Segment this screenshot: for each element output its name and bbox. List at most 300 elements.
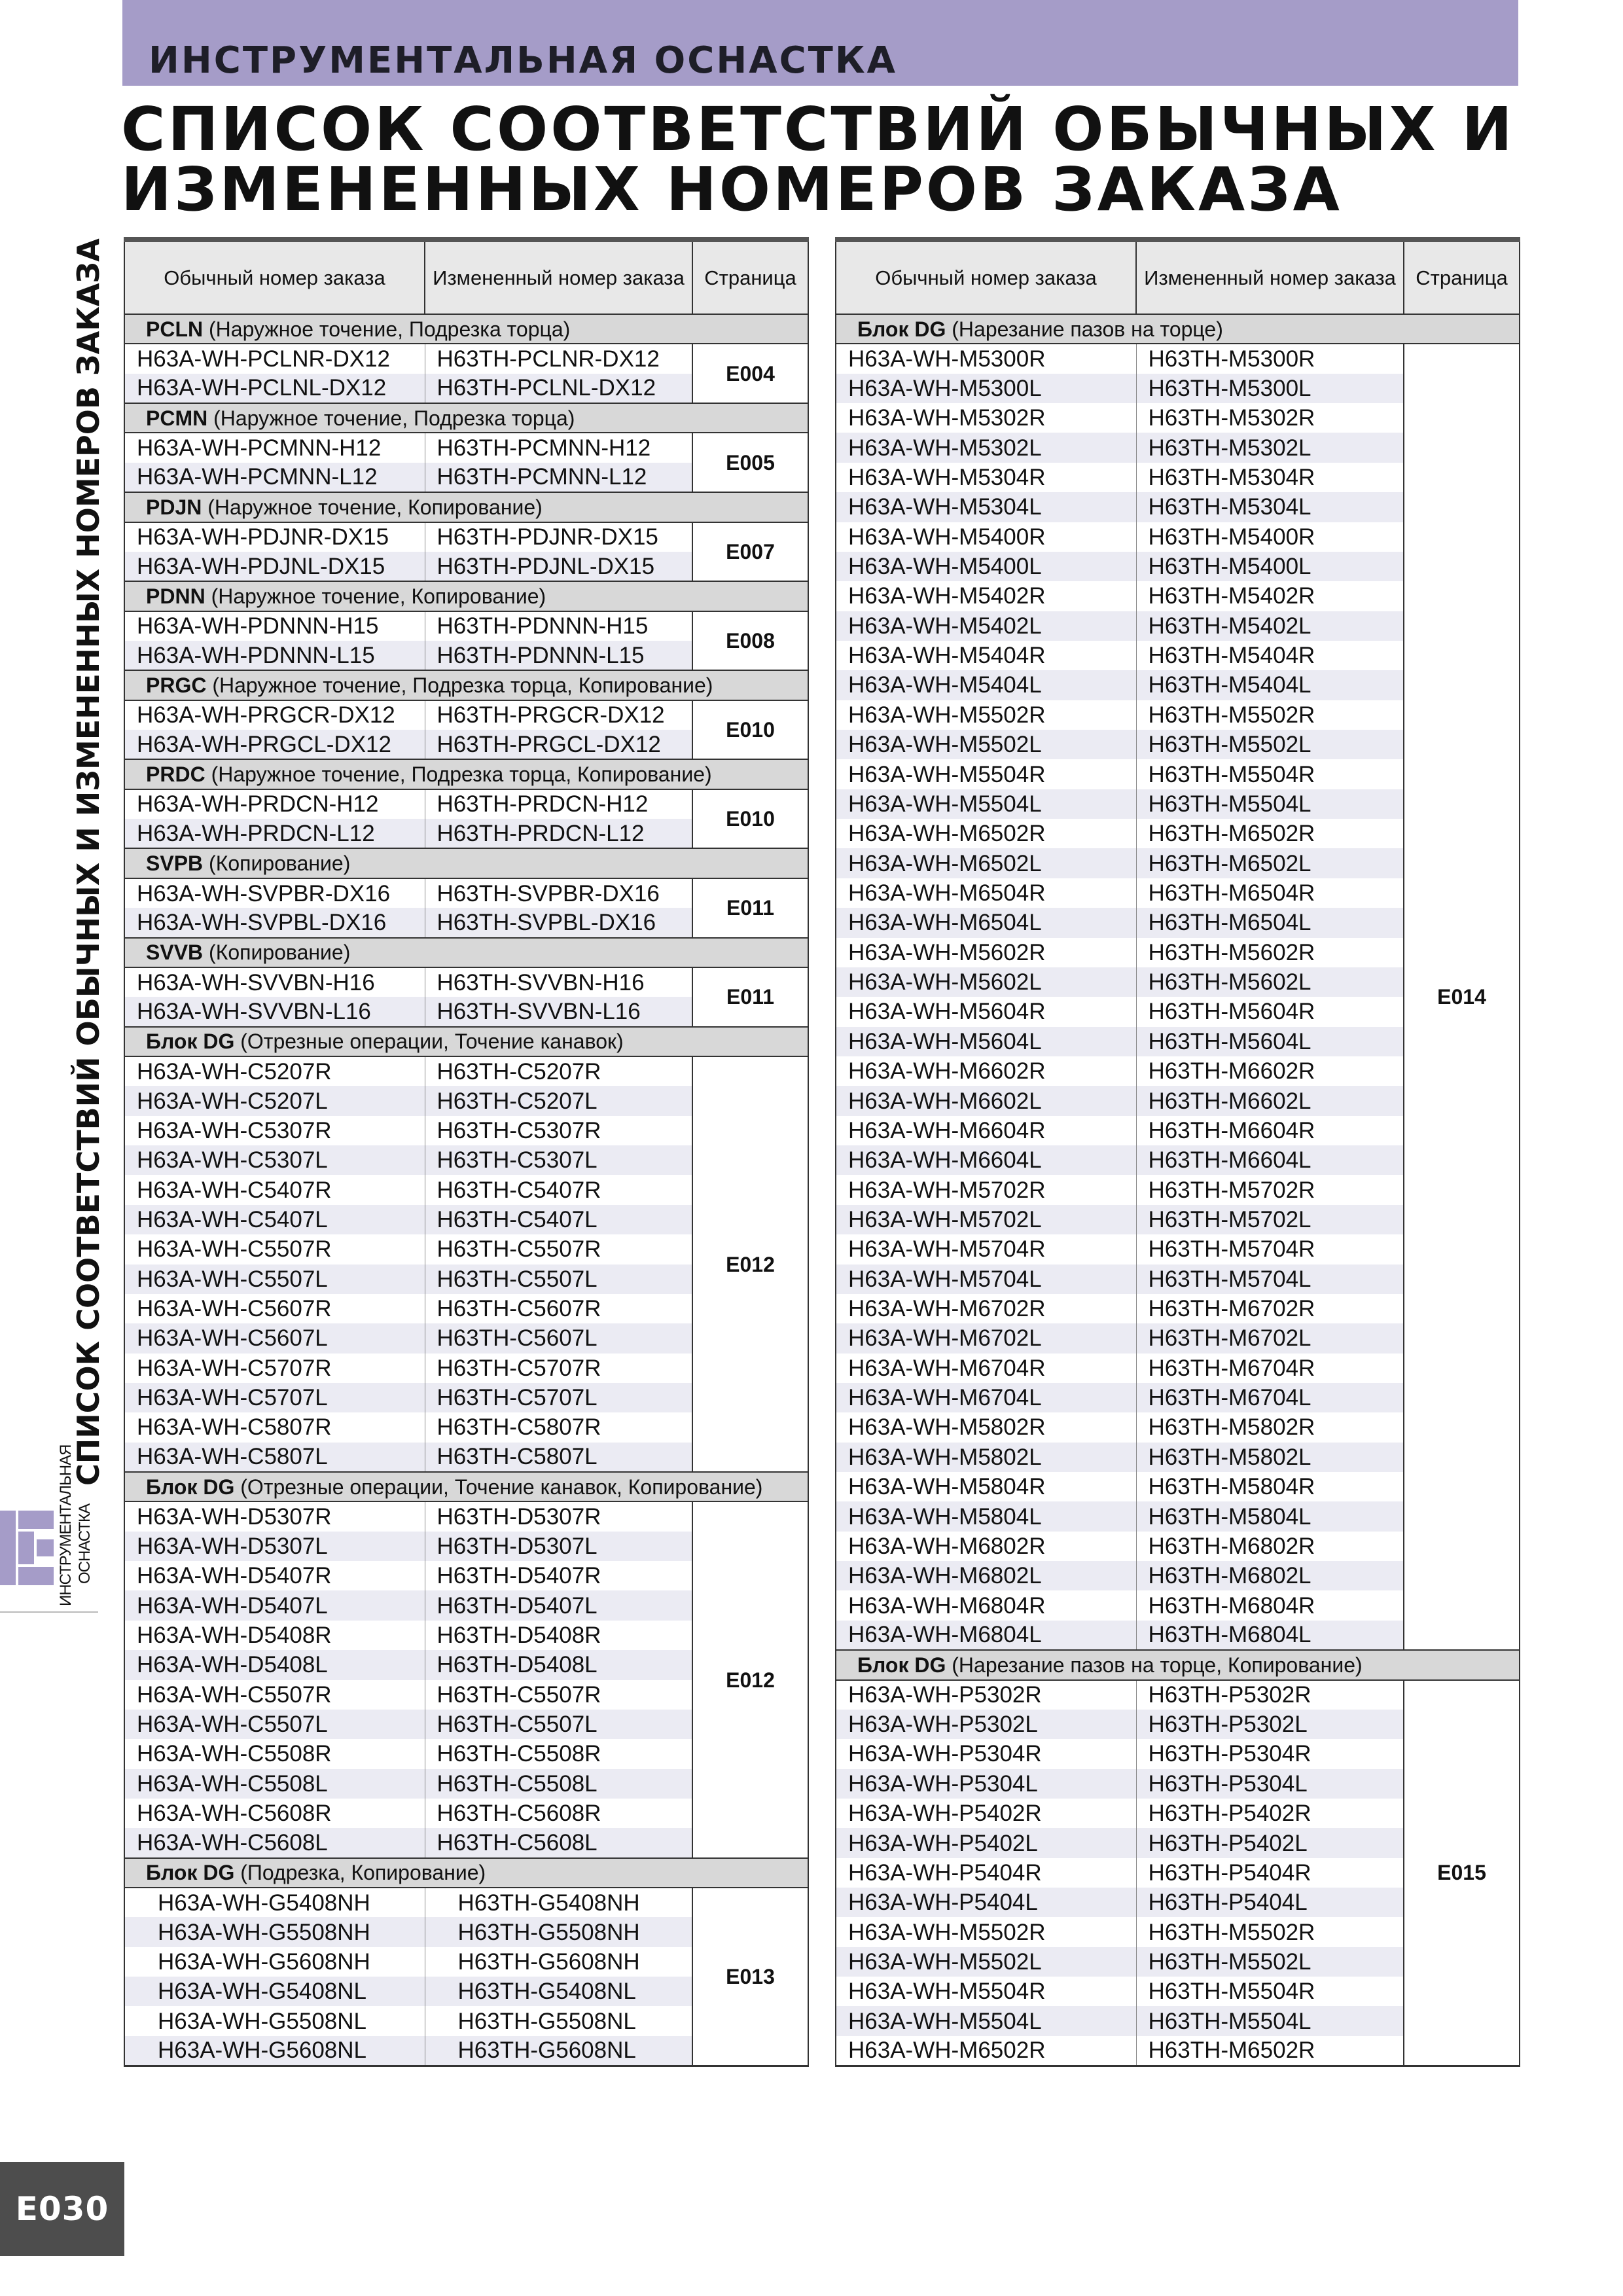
old-order-number: H63A-WH-M5402R xyxy=(836,581,1136,611)
group-code: Блок DG xyxy=(857,317,946,341)
correspondence-table-right xyxy=(835,237,1520,2067)
new-order-number: H63TH-D5407R xyxy=(425,1561,692,1590)
group-description: (Нарезание пазов на торце) xyxy=(952,317,1223,341)
page-title-line-2: ИЗМЕНЕННЫХ НОМЕРОВ ЗАКАЗА xyxy=(121,154,1342,224)
tooling-section-icon xyxy=(0,1511,54,1585)
table-row xyxy=(124,522,808,552)
old-order-number: H63A-WH-M6502R xyxy=(836,819,1136,848)
old-order-number: H63A-WH-P5404R xyxy=(836,1858,1136,1888)
group-code: PCMN xyxy=(146,406,208,430)
old-order-number: H63A-WH-SVVBN-L16 xyxy=(124,997,425,1026)
old-order-number: H63A-WH-M5702L xyxy=(836,1205,1136,1234)
new-order-number: H63TH-M5602L xyxy=(1136,967,1404,997)
new-order-number: H63TH-C5407R xyxy=(425,1175,692,1204)
old-order-number: H63A-WH-C5507R xyxy=(124,1234,425,1264)
group-header-cell xyxy=(124,314,808,344)
new-order-number: H63TH-C5307R xyxy=(425,1116,692,1145)
new-order-number: H63TH-M6702L xyxy=(1136,1323,1404,1353)
old-order-number: H63A-WH-D5408L xyxy=(124,1650,425,1679)
old-order-number: H63A-WH-M5604L xyxy=(836,1027,1136,1056)
old-order-number: H63A-WH-M5502L xyxy=(836,730,1136,759)
group-description: (Наружное точение, Подрезка торца) xyxy=(213,406,575,430)
new-order-number: H63TH-M5400L xyxy=(1136,552,1404,581)
old-order-number: H63A-WH-C5807L xyxy=(124,1443,425,1472)
group-code: SVPB xyxy=(146,852,204,876)
old-order-number: H63A-WH-PDJNR-DX15 xyxy=(124,522,425,552)
old-order-number: H63A-WH-C5807R xyxy=(124,1412,425,1442)
new-order-number: H63TH-P5302L xyxy=(1136,1710,1404,1739)
new-order-number: H63TH-C5207R xyxy=(425,1056,692,1086)
group-header-cell xyxy=(124,1027,808,1056)
new-order-number: H63TH-G5408NL xyxy=(425,1977,692,2006)
old-order-number: H63A-WH-M6502L xyxy=(836,848,1136,878)
table-row xyxy=(124,1056,808,1086)
old-order-number: H63A-WH-M6802R xyxy=(836,1532,1136,1561)
new-order-number: H63TH-D5307R xyxy=(425,1501,692,1531)
table-row xyxy=(124,1501,808,1531)
new-order-number: H63TH-G5408NH xyxy=(425,1888,692,1917)
old-order-number: H63A-WH-M5704R xyxy=(836,1234,1136,1264)
old-order-number: H63A-WH-M5802L xyxy=(836,1443,1136,1472)
group-header-row xyxy=(124,1858,808,1888)
new-order-number: H63TH-PDJNR-DX15 xyxy=(425,522,692,552)
old-order-number: H63A-WH-M5302L xyxy=(836,433,1136,462)
old-order-number: H63A-WH-PRGCR-DX12 xyxy=(124,700,425,730)
old-order-number: H63A-WH-M5502L xyxy=(836,1947,1136,1977)
old-order-number: H63A-WH-D5408R xyxy=(124,1621,425,1650)
new-order-number: H63TH-M6602L xyxy=(1136,1086,1404,1115)
new-order-number: H63TH-C5207L xyxy=(425,1086,692,1115)
old-order-number: H63A-WH-M5704L xyxy=(836,1265,1136,1294)
group-description: (Отрезные операции, Точение канавок, Копирование) xyxy=(240,1475,763,1499)
old-order-number: H63A-WH-M6804R xyxy=(836,1590,1136,1620)
new-order-number: H63TH-M6802L xyxy=(1136,1561,1404,1590)
group-code: PCLN xyxy=(146,317,204,341)
group-header-row xyxy=(836,1650,1520,1679)
old-order-number: H63A-WH-P5404L xyxy=(836,1888,1136,1917)
old-order-number: H63A-WH-M5300R xyxy=(836,344,1136,373)
new-order-number: H63TH-SVPBL-DX16 xyxy=(425,908,692,937)
new-order-number: H63TH-C5407L xyxy=(425,1205,692,1234)
table-row xyxy=(124,1888,808,1917)
new-order-number: H63TH-G5508NL xyxy=(425,2006,692,2036)
new-order-number: H63TH-PDJNL-DX15 xyxy=(425,552,692,581)
new-order-number: H63TH-P5304L xyxy=(1136,1769,1404,1799)
new-order-number: H63TH-M5402R xyxy=(1136,581,1404,611)
side-tab-label: ИНСТРУМЕНТАЛЬНАЯ ОСНАСТКА xyxy=(57,1444,94,1606)
new-order-number: H63TH-M5504R xyxy=(1136,759,1404,789)
new-order-number: H63TH-C5508R xyxy=(425,1739,692,1768)
table-header-row xyxy=(124,240,808,314)
new-order-number: H63TH-M6602R xyxy=(1136,1056,1404,1086)
new-order-number: H63TH-PCLNR-DX12 xyxy=(425,344,692,373)
old-order-number: H63A-WH-C5608R xyxy=(124,1799,425,1828)
group-description: (Отрезные операции, Точение канавок) xyxy=(240,1030,624,1054)
group-code: PRDC xyxy=(146,762,205,787)
page-reference: E015 xyxy=(1404,1680,1520,2066)
old-order-number: H63A-WH-M5502R xyxy=(836,1917,1136,1946)
new-order-number: H63TH-PCLNL-DX12 xyxy=(425,374,692,403)
group-header-cell xyxy=(124,759,808,789)
old-order-number: H63A-WH-SVPBR-DX16 xyxy=(124,878,425,908)
new-order-number: H63TH-PCMNN-H12 xyxy=(425,433,692,462)
group-header-row xyxy=(836,314,1520,344)
new-order-number: H63TH-P5302R xyxy=(1136,1680,1404,1710)
old-order-number: H63A-WH-C5707R xyxy=(124,1354,425,1383)
new-order-number: H63TH-C5507L xyxy=(425,1710,692,1739)
new-order-number: H63TH-P5404R xyxy=(1136,1858,1404,1888)
old-order-number: H63A-WH-C5207R xyxy=(124,1056,425,1086)
old-order-number: H63A-WH-C5508L xyxy=(124,1769,425,1799)
old-order-number: H63A-WH-M5304R xyxy=(836,463,1136,492)
new-order-number: H63TH-M5504L xyxy=(1136,789,1404,819)
table-row xyxy=(124,700,808,730)
group-header-cell xyxy=(124,492,808,522)
new-order-number: H63TH-M5504L xyxy=(1136,2006,1404,2036)
new-order-number: H63TH-M5300L xyxy=(1136,374,1404,403)
new-order-number: H63TH-P5304R xyxy=(1136,1739,1404,1768)
group-header-row xyxy=(124,1472,808,1501)
new-order-number: H63TH-D5307L xyxy=(425,1532,692,1561)
page-reference: E008 xyxy=(692,611,808,671)
new-order-number: H63TH-M5804L xyxy=(1136,1501,1404,1531)
old-order-number: H63A-WH-PDNNN-L15 xyxy=(124,641,425,670)
new-order-number: H63TH-M5504R xyxy=(1136,1977,1404,2006)
old-order-number: H63A-WH-M5802R xyxy=(836,1412,1136,1442)
new-order-number: H63TH-M5502L xyxy=(1136,730,1404,759)
old-order-number: H63A-WH-C5607R xyxy=(124,1294,425,1323)
new-order-number: H63TH-P5404L xyxy=(1136,1888,1404,1917)
new-order-number: H63TH-M6704R xyxy=(1136,1354,1404,1383)
old-order-number: H63A-WH-C5407L xyxy=(124,1205,425,1234)
new-order-number: H63TH-C5507R xyxy=(425,1680,692,1710)
group-description: (Наружное точение, Копирование) xyxy=(211,584,546,608)
new-order-number: H63TH-M5704L xyxy=(1136,1265,1404,1294)
group-description: (Наружное точение, Подрезка торца) xyxy=(209,317,571,341)
new-order-number: H63TH-M5604R xyxy=(1136,997,1404,1026)
column-header-old: Обычный номер заказа xyxy=(124,240,425,314)
group-description: (Подрезка, Копирование) xyxy=(240,1861,486,1885)
old-order-number: H63A-WH-M5402L xyxy=(836,611,1136,641)
group-description: (Наружное точение, Подрезка торца, Копирование) xyxy=(212,673,713,697)
new-order-number: H63TH-M5302L xyxy=(1136,433,1404,462)
old-order-number: H63A-WH-PRDCN-L12 xyxy=(124,819,425,848)
group-header-row xyxy=(124,1027,808,1056)
page-reference: E014 xyxy=(1404,344,1520,1650)
new-order-number: H63TH-C5607L xyxy=(425,1323,692,1353)
table-row xyxy=(124,878,808,908)
old-order-number: H63A-WH-M6504L xyxy=(836,908,1136,937)
group-header-row xyxy=(124,670,808,700)
new-order-number: H63TH-C5307L xyxy=(425,1145,692,1175)
new-order-number: H63TH-M5604L xyxy=(1136,1027,1404,1056)
new-order-number: H63TH-PRGCR-DX12 xyxy=(425,700,692,730)
page-title-line-1: СПИСОК СООТВЕТСТВИЙ ОБЫЧНЫХ И xyxy=(121,94,1515,164)
old-order-number: H63A-WH-M5502R xyxy=(836,700,1136,730)
group-header-cell xyxy=(124,403,808,433)
old-order-number: H63A-WH-M5400R xyxy=(836,522,1136,552)
old-order-number: H63A-WH-M6502R xyxy=(836,2036,1136,2066)
old-order-number: H63A-WH-G5408NH xyxy=(124,1888,425,1917)
new-order-number: H63TH-M6504L xyxy=(1136,908,1404,937)
old-order-number: H63A-WH-M5404R xyxy=(836,641,1136,670)
old-order-number: H63A-WH-M6602L xyxy=(836,1086,1136,1115)
group-header-row xyxy=(124,403,808,433)
group-description: (Наружное точение, Копирование) xyxy=(207,495,543,519)
new-order-number: H63TH-M5502L xyxy=(1136,1947,1404,1977)
new-order-number: H63TH-C5608R xyxy=(425,1799,692,1828)
new-order-number: H63TH-C5508L xyxy=(425,1769,692,1799)
old-order-number: H63A-WH-PDNNN-H15 xyxy=(124,611,425,641)
old-order-number: H63A-WH-M6802L xyxy=(836,1561,1136,1590)
column-header-old: Обычный номер заказа xyxy=(836,240,1136,314)
new-order-number: H63TH-M5400R xyxy=(1136,522,1404,552)
old-order-number: H63A-WH-P5304L xyxy=(836,1769,1136,1799)
old-order-number: H63A-WH-M5504L xyxy=(836,789,1136,819)
group-code: Блок DG xyxy=(146,1475,235,1499)
new-order-number: H63TH-M5300R xyxy=(1136,344,1404,373)
group-header-cell xyxy=(124,670,808,700)
group-description: (Копирование) xyxy=(209,852,351,876)
column-header-page: Страница xyxy=(1404,240,1520,314)
old-order-number: H63A-WH-M6704L xyxy=(836,1383,1136,1412)
group-header-cell xyxy=(124,1472,808,1501)
new-order-number: H63TH-C5707L xyxy=(425,1383,692,1412)
group-description: (Копирование) xyxy=(209,941,351,965)
group-header-row xyxy=(124,314,808,344)
new-order-number: H63TH-C5608L xyxy=(425,1828,692,1857)
group-header-row xyxy=(124,759,808,789)
section-side-tab xyxy=(0,1444,98,1613)
column-header-new: Измененный номер заказа xyxy=(1136,240,1404,314)
new-order-number: H63TH-SVPBR-DX16 xyxy=(425,878,692,908)
table-row xyxy=(124,433,808,462)
new-order-number: H63TH-G5508NH xyxy=(425,1917,692,1946)
old-order-number: H63A-WH-C5507R xyxy=(124,1680,425,1710)
new-order-number: H63TH-M5804R xyxy=(1136,1472,1404,1501)
new-order-number: H63TH-M5802L xyxy=(1136,1443,1404,1472)
group-code: PRGC xyxy=(146,673,207,697)
new-order-number: H63TH-D5408R xyxy=(425,1621,692,1650)
new-order-number: H63TH-M6504R xyxy=(1136,878,1404,908)
group-description: (Нарезание пазов на торце, Копирование) xyxy=(952,1653,1363,1677)
new-order-number: H63TH-D5408L xyxy=(425,1650,692,1679)
group-header-cell xyxy=(124,1858,808,1888)
group-header-cell xyxy=(124,938,808,967)
old-order-number: H63A-WH-M5702R xyxy=(836,1175,1136,1204)
new-order-number: H63TH-M6704L xyxy=(1136,1383,1404,1412)
old-order-number: H63A-WH-M6504R xyxy=(836,878,1136,908)
page-reference: E013 xyxy=(692,1888,808,2066)
new-order-number: H63TH-M6804R xyxy=(1136,1590,1404,1620)
old-order-number: H63A-WH-PCMNN-H12 xyxy=(124,433,425,462)
new-order-number: H63TH-D5407L xyxy=(425,1590,692,1620)
old-order-number: H63A-WH-M5304L xyxy=(836,492,1136,522)
old-order-number: H63A-WH-C5508R xyxy=(124,1739,425,1768)
column-header-page: Страница xyxy=(692,240,808,314)
new-order-number: H63TH-M6802R xyxy=(1136,1532,1404,1561)
page-reference: E010 xyxy=(692,789,808,849)
page-reference: E012 xyxy=(692,1501,808,1857)
old-order-number: H63A-WH-C5307L xyxy=(124,1145,425,1175)
new-order-number: H63TH-M6702R xyxy=(1136,1294,1404,1323)
table-row xyxy=(124,967,808,997)
new-order-number: H63TH-C5507R xyxy=(425,1234,692,1264)
correspondence-table-left xyxy=(124,237,809,2067)
old-order-number: H63A-WH-M5604R xyxy=(836,997,1136,1026)
new-order-number: H63TH-C5507L xyxy=(425,1265,692,1294)
old-order-number: H63A-WH-C5707L xyxy=(124,1383,425,1412)
new-order-number: H63TH-M5802R xyxy=(1136,1412,1404,1442)
old-order-number: H63A-WH-P5302R xyxy=(836,1680,1136,1710)
new-order-number: H63TH-M6502R xyxy=(1136,2036,1404,2066)
table-row xyxy=(124,611,808,641)
new-order-number: H63TH-M5502R xyxy=(1136,700,1404,730)
page-reference: E011 xyxy=(692,967,808,1027)
old-order-number: H63A-WH-PRGCL-DX12 xyxy=(124,730,425,759)
page-reference: E004 xyxy=(692,344,808,403)
old-order-number: H63A-WH-G5408NL xyxy=(124,1977,425,2006)
old-order-number: H63A-WH-PDJNL-DX15 xyxy=(124,552,425,581)
old-order-number: H63A-WH-D5407L xyxy=(124,1590,425,1620)
vertical-side-title: СПИСОК СООТВЕТСТВИЙ ОБЫЧНЫХ И ИЗМЕНЕННЫХ НОМЕРОВ ЗАКАЗА xyxy=(71,238,106,1486)
old-order-number: H63A-WH-M6702R xyxy=(836,1294,1136,1323)
old-order-number: H63A-WH-SVVBN-H16 xyxy=(124,967,425,997)
group-header-row xyxy=(124,848,808,878)
old-order-number: H63A-WH-SVPBL-DX16 xyxy=(124,908,425,937)
old-order-number: H63A-WH-M5602L xyxy=(836,967,1136,997)
page-reference: E007 xyxy=(692,522,808,582)
new-order-number: H63TH-M6502R xyxy=(1136,819,1404,848)
new-order-number: H63TH-M5404L xyxy=(1136,670,1404,700)
old-order-number: H63A-WH-G5508NH xyxy=(124,1917,425,1946)
old-order-number: H63A-WH-P5304R xyxy=(836,1739,1136,1768)
old-order-number: H63A-WH-P5402L xyxy=(836,1828,1136,1857)
section-title: ИНСТРУМЕНТАЛЬНАЯ ОСНАСТКА xyxy=(149,39,897,82)
group-header-row xyxy=(124,938,808,967)
new-order-number: H63TH-M5602R xyxy=(1136,938,1404,967)
new-order-number: H63TH-M5404R xyxy=(1136,641,1404,670)
new-order-number: H63TH-PDNNN-L15 xyxy=(425,641,692,670)
old-order-number: H63A-WH-M5504L xyxy=(836,2006,1136,2036)
group-code: Блок DG xyxy=(857,1653,946,1677)
old-order-number: H63A-WH-C5608L xyxy=(124,1828,425,1857)
new-order-number: H63TH-G5608NH xyxy=(425,1947,692,1977)
new-order-number: H63TH-M5704R xyxy=(1136,1234,1404,1264)
old-order-number: H63A-WH-C5507L xyxy=(124,1710,425,1739)
new-order-number: H63TH-M6502L xyxy=(1136,848,1404,878)
new-order-number: H63TH-M5502R xyxy=(1136,1917,1404,1946)
group-header-row xyxy=(124,581,808,611)
group-header-cell xyxy=(124,848,808,878)
old-order-number: H63A-WH-PRDCN-H12 xyxy=(124,789,425,819)
table-row xyxy=(124,344,808,373)
old-order-number: H63A-WH-M5504R xyxy=(836,1977,1136,2006)
new-order-number: H63TH-G5608NL xyxy=(425,2036,692,2066)
old-order-number: H63A-WH-M5602R xyxy=(836,938,1136,967)
page-reference: E012 xyxy=(692,1056,808,1472)
new-order-number: H63TH-M5702R xyxy=(1136,1175,1404,1204)
old-order-number: H63A-WH-M5504R xyxy=(836,759,1136,789)
page-reference: E011 xyxy=(692,878,808,938)
old-order-number: H63A-WH-M5300L xyxy=(836,374,1136,403)
old-order-number: H63A-WH-G5508NL xyxy=(124,2006,425,2036)
old-order-number: H63A-WH-G5608NH xyxy=(124,1947,425,1977)
old-order-number: H63A-WH-M6804L xyxy=(836,1621,1136,1650)
group-header-cell xyxy=(836,314,1520,344)
group-code: PDJN xyxy=(146,495,202,519)
new-order-number: H63TH-PCMNN-L12 xyxy=(425,463,692,492)
old-order-number: H63A-WH-D5307R xyxy=(124,1501,425,1531)
new-order-number: H63TH-P5402R xyxy=(1136,1799,1404,1828)
new-order-number: H63TH-C5607R xyxy=(425,1294,692,1323)
page-reference: E005 xyxy=(692,433,808,492)
old-order-number: H63A-WH-P5302L xyxy=(836,1710,1136,1739)
old-order-number: H63A-WH-D5407R xyxy=(124,1561,425,1590)
old-order-number: H63A-WH-M6704R xyxy=(836,1354,1136,1383)
column-header-new: Измененный номер заказа xyxy=(425,240,692,314)
old-order-number: H63A-WH-C5307R xyxy=(124,1116,425,1145)
new-order-number: H63TH-C5807L xyxy=(425,1443,692,1472)
new-order-number: H63TH-M6604R xyxy=(1136,1116,1404,1145)
old-order-number: H63A-WH-C5207L xyxy=(124,1086,425,1115)
old-order-number: H63A-WH-M6604R xyxy=(836,1116,1136,1145)
old-order-number: H63A-WH-M5404L xyxy=(836,670,1136,700)
new-order-number: H63TH-C5707R xyxy=(425,1354,692,1383)
new-order-number: H63TH-M5304R xyxy=(1136,463,1404,492)
old-order-number: H63A-WH-P5402R xyxy=(836,1799,1136,1828)
section-header-band xyxy=(122,0,1518,86)
table-header-row xyxy=(836,240,1520,314)
old-order-number: H63A-WH-D5307L xyxy=(124,1532,425,1561)
old-order-number: H63A-WH-PCLNR-DX12 xyxy=(124,344,425,373)
page-number-badge: E030 xyxy=(0,2162,124,2256)
old-order-number: H63A-WH-G5608NL xyxy=(124,2036,425,2066)
group-description: (Наружное точение, Подрезка торца, Копирование) xyxy=(211,762,712,787)
old-order-number: H63A-WH-PCMNN-L12 xyxy=(124,463,425,492)
table-row xyxy=(836,1680,1520,1710)
page-title xyxy=(121,94,1518,224)
new-order-number: H63TH-PRDCN-L12 xyxy=(425,819,692,848)
old-order-number: H63A-WH-M5400L xyxy=(836,552,1136,581)
new-order-number: H63TH-M6604L xyxy=(1136,1145,1404,1175)
group-header-row xyxy=(124,492,808,522)
table-row xyxy=(124,789,808,819)
old-order-number: H63A-WH-C5507L xyxy=(124,1265,425,1294)
new-order-number: H63TH-M6804L xyxy=(1136,1621,1404,1650)
group-code: Блок DG xyxy=(146,1861,235,1885)
new-order-number: H63TH-M5402L xyxy=(1136,611,1404,641)
new-order-number: H63TH-M5302R xyxy=(1136,403,1404,433)
table-row xyxy=(836,344,1520,373)
group-header-cell xyxy=(124,581,808,611)
old-order-number: H63A-WH-M6602R xyxy=(836,1056,1136,1086)
group-code: PDNN xyxy=(146,584,205,608)
new-order-number: H63TH-C5807R xyxy=(425,1412,692,1442)
old-order-number: H63A-WH-C5607L xyxy=(124,1323,425,1353)
group-header-cell xyxy=(836,1650,1520,1679)
new-order-number: H63TH-PDNNN-H15 xyxy=(425,611,692,641)
new-order-number: H63TH-PRGCL-DX12 xyxy=(425,730,692,759)
new-order-number: H63TH-SVVBN-H16 xyxy=(425,967,692,997)
new-order-number: H63TH-M5702L xyxy=(1136,1205,1404,1234)
old-order-number: H63A-WH-M6604L xyxy=(836,1145,1136,1175)
old-order-number: H63A-WH-C5407R xyxy=(124,1175,425,1204)
new-order-number: H63TH-SVVBN-L16 xyxy=(425,997,692,1026)
group-code: SVVB xyxy=(146,941,204,965)
new-order-number: H63TH-M5304L xyxy=(1136,492,1404,522)
new-order-number: H63TH-PRDCN-H12 xyxy=(425,789,692,819)
